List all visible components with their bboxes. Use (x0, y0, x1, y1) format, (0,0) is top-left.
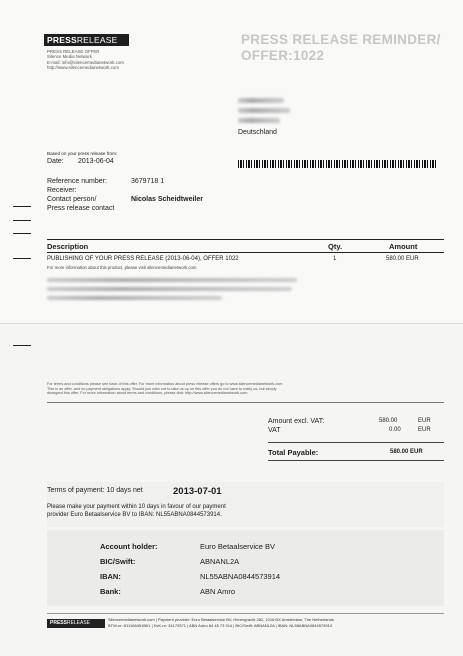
footer-divider (47, 613, 444, 614)
row-qty: 1 (333, 256, 337, 262)
press-release-logo (44, 34, 129, 46)
redacted-line (47, 278, 297, 282)
contact-label: Contact person/ (47, 196, 97, 203)
total-payable-value: 580.00 EUR (390, 449, 423, 455)
redacted-line (47, 287, 292, 291)
bic-value: ABNANL2A (200, 557, 240, 566)
payment-instruction: provider Euro Betaalservice BV to IBAN: NL55ABNA0844573914. (47, 512, 222, 518)
reference-label: Reference number: (47, 178, 107, 185)
fold-mark (13, 220, 31, 221)
row-amount: 580.00 EUR (386, 256, 419, 262)
divider (47, 402, 444, 403)
redacted-address-line (238, 118, 280, 123)
iban-label: IBAN: (100, 572, 121, 581)
contact-value: Nicolas Scheidtweiler (131, 196, 203, 203)
based-on-label: Based on your press release from: (47, 151, 118, 156)
footer-logo-rest: RELEASE (66, 620, 91, 626)
vat-value: 0.00 (389, 427, 401, 433)
title-line-2: OFFER:1022 (241, 48, 325, 63)
col-qty: Qty. (328, 242, 343, 251)
sender-line: http://www.silencemedianetwork.com (47, 64, 119, 70)
disclaimer-line: For terms and conditions please see back of this offer. For more information about press release offers go to www.silencemedianetwork.com (47, 382, 283, 386)
date-value: 2013-06-04 (78, 158, 114, 165)
col-amount: Amount (389, 242, 418, 251)
receiver-label: Receiver: (47, 187, 77, 194)
total-payable-label: Total Payable: (268, 448, 319, 457)
more-info-text: For more information about this product, please visit silencemedianetwork.com (47, 265, 197, 270)
payment-instruction: Please make your payment within 10 days in favour of our payment (47, 504, 226, 510)
redacted-address-line (238, 108, 290, 113)
bic-label: BIC/Swift: (100, 557, 136, 566)
disclaimer-line: This is an offer, and no payment obligations apply. Should you wish not to take us up on this offer you do not have to notify us, but simply (47, 386, 277, 391)
amount-excl-value: 580.00 (379, 418, 398, 424)
vat-currency: EUR (418, 427, 431, 433)
disclaimer-text (47, 382, 347, 396)
recipient-country: Deutschland (238, 129, 277, 136)
title-line-1: PRESS RELEASE REMINDER/ (241, 32, 441, 47)
footer-line: Silencemedianetwork.com | Payment provider: Euro Betaalservice BV, Herengracht 282, 1016 BX Amsterdam, The Netherlands (108, 617, 334, 622)
sender-line: Silence Media Network (47, 54, 92, 60)
contact-label-2: Press release contact (47, 205, 115, 212)
fold-mark (13, 345, 31, 346)
amount-excl-currency: EUR (418, 418, 431, 424)
footer-logo (47, 619, 105, 628)
bank-value: ABN Amro (200, 587, 236, 596)
redacted-line (47, 296, 222, 300)
amount-excl-label: Amount excl. VAT: (268, 418, 325, 425)
fold-mark (13, 258, 31, 259)
row-description: PUBLISHING OF YOUR PRESS RELEASE (2013-06-04), OFFER 1022 (47, 256, 239, 262)
footer-logo-bold: PRESS (50, 620, 67, 626)
totals-divider (268, 442, 444, 443)
fold-mark (13, 233, 31, 234)
account-holder-label: Account holder: (100, 542, 158, 551)
due-date: 2013-07-01 (173, 486, 222, 497)
col-description: Description (47, 242, 89, 251)
reference-value: 3679718 1 (131, 178, 165, 185)
description-table-header (47, 239, 444, 253)
date-label: Date: (47, 158, 64, 165)
terms-label: Terms of payment: 10 days net (47, 487, 143, 494)
footer-line: BTW-nr: 811166491B01 | KvK-nr: 34179371 | ABN Amro 84 45 73 914 | BIC/Swift: ABNANL2A | IBAN: NL55ABNA0844573914 (108, 622, 333, 628)
sender-address (47, 49, 124, 70)
document-title (241, 32, 441, 64)
barcode (238, 160, 438, 168)
logo-rest-text: RELEASE (76, 35, 118, 45)
iban-value: NL55ABNA0844573914 (200, 572, 281, 581)
sender-line: E-mail: info@silencemedianetwork.com (47, 59, 124, 65)
fold-mark (13, 206, 31, 207)
account-holder-value: Euro Betaalservice BV (200, 542, 276, 551)
redacted-address-line (238, 98, 284, 103)
sender-line: PRESS RELEASE OFFER (47, 49, 100, 54)
totals-divider (268, 460, 444, 461)
logo-bold-text: PRESS (47, 35, 77, 45)
vat-label: VAT (268, 427, 281, 434)
bank-label: Bank: (100, 587, 121, 596)
footer-text (108, 617, 448, 628)
disclaimer-line: disregard this offer. For more information about terms and conditions, please visit: http://www.silencemedianetwork.com (47, 391, 248, 396)
